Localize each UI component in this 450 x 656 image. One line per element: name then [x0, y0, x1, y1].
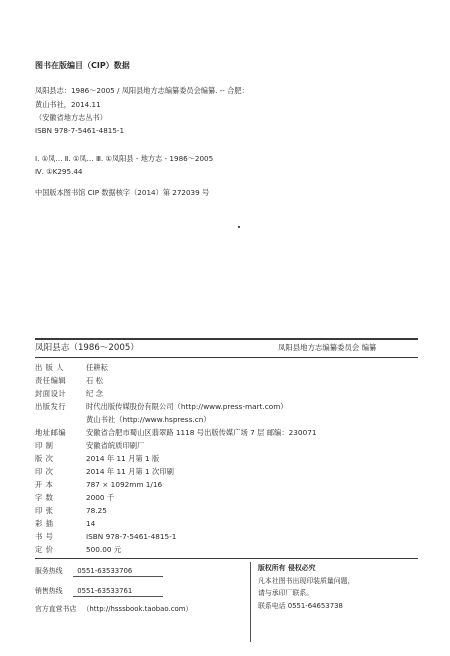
cip-line-4: ISBN 978-7-5461-4815-1: [35, 126, 125, 135]
info-label: 封面设计: [35, 389, 67, 398]
info-value: 纪 念: [86, 389, 103, 398]
notice-line-1: 凡本社图书出现印装质量问题，: [258, 577, 355, 585]
info-value: 78.25: [86, 506, 107, 515]
info-label: 印 次: [35, 467, 54, 476]
info-label: 版 次: [35, 454, 54, 463]
cip-line-3: （安徽省地方志丛书）: [35, 113, 107, 122]
service-hotline-label: 服务热线: [35, 567, 63, 575]
cip-line-2: 黄山书社，2014.11: [35, 100, 101, 109]
info-label: 开 本: [35, 480, 54, 489]
info-value: 2014 年 11 月第 1 版: [86, 454, 160, 463]
official-shop-url[interactable]: （http://hsssbook.taobao.com）: [82, 605, 193, 613]
sales-hotline-label: 销售热线: [35, 587, 63, 595]
info-value: 2014 年 11 月第 1 次印刷: [86, 467, 174, 476]
info-value: ISBN 978-7-5461-4815-1: [86, 532, 177, 541]
info-value: 787 × 1092mm 1/16: [86, 480, 163, 489]
info-label: 印 张: [35, 506, 54, 515]
bottom-rule: [35, 558, 418, 559]
divider-line: [250, 562, 251, 642]
underline: [73, 596, 163, 597]
info-label: 出版发行: [35, 402, 67, 411]
official-shop: [35, 604, 192, 614]
service-hotline-value: 0551-63533706: [77, 567, 133, 575]
info-label: 书 号: [35, 532, 54, 541]
sales-hotline: [35, 586, 132, 596]
speck: [238, 226, 240, 228]
info-label: 出 版 人: [35, 363, 65, 372]
info-value: 石 松: [86, 376, 103, 385]
copyright-notice-title: 版权所有 侵权必究: [258, 564, 316, 572]
info-value: 黄山书社（http://www.hspress.cn）: [86, 415, 211, 424]
info-value: 安徽省皖质印刷厂: [86, 441, 145, 450]
info-value: 任耕耘: [86, 363, 108, 372]
top-rule: [35, 338, 418, 340]
service-hotline: [35, 566, 132, 576]
cip-data-number: 中国版本图书馆 CIP 数据核字（2014）第 272039 号: [35, 188, 210, 197]
info-label: 责任编辑: [35, 376, 67, 385]
info-label: 彩 插: [35, 519, 54, 528]
info-value: 14: [86, 519, 96, 528]
info-value: 2000 千: [86, 493, 115, 502]
info-value: 时代出版传媒股份有限公司（http://www.press-mart.com）: [86, 402, 288, 411]
info-label: 定 价: [35, 545, 54, 554]
info-label: 字 数: [35, 493, 54, 502]
info-label: 地址邮编: [35, 428, 67, 437]
notice-line-3: 联系电话 0551-64653738: [258, 602, 343, 610]
book-title: 凤阳县志（1986～2005）: [35, 343, 139, 353]
cip-subject-line-2: Ⅳ. ①K295.44: [35, 167, 83, 176]
notice-line-2: 请与承印厂联系。: [258, 589, 314, 597]
official-shop-label: 官方直营书店: [35, 605, 77, 613]
cip-line-1: 凤阳县志：1986～2005 / 凤阳县地方志编纂委员会编纂. -- 合肥：: [35, 86, 249, 95]
cip-heading: 图书在版编目（CIP）数据: [35, 61, 130, 70]
book-compiler: 凤阳县地方志编纂委员会 编纂: [278, 343, 377, 352]
underline: [73, 576, 163, 577]
sales-hotline-value: 0551-63533761: [77, 587, 133, 595]
info-value: 500.00 元: [86, 545, 122, 554]
title-rule: [35, 357, 418, 358]
cip-subject-line-1: Ⅰ. ①凤… Ⅱ. ①凤… Ⅲ. ①凤阳县 - 地方志 - 1986～2005: [35, 154, 214, 163]
info-value: 安徽省合肥市蜀山区翡翠路 1118 号出版传媒广场 7 层 邮编：230071: [86, 428, 317, 437]
info-label: 印 制: [35, 441, 54, 450]
